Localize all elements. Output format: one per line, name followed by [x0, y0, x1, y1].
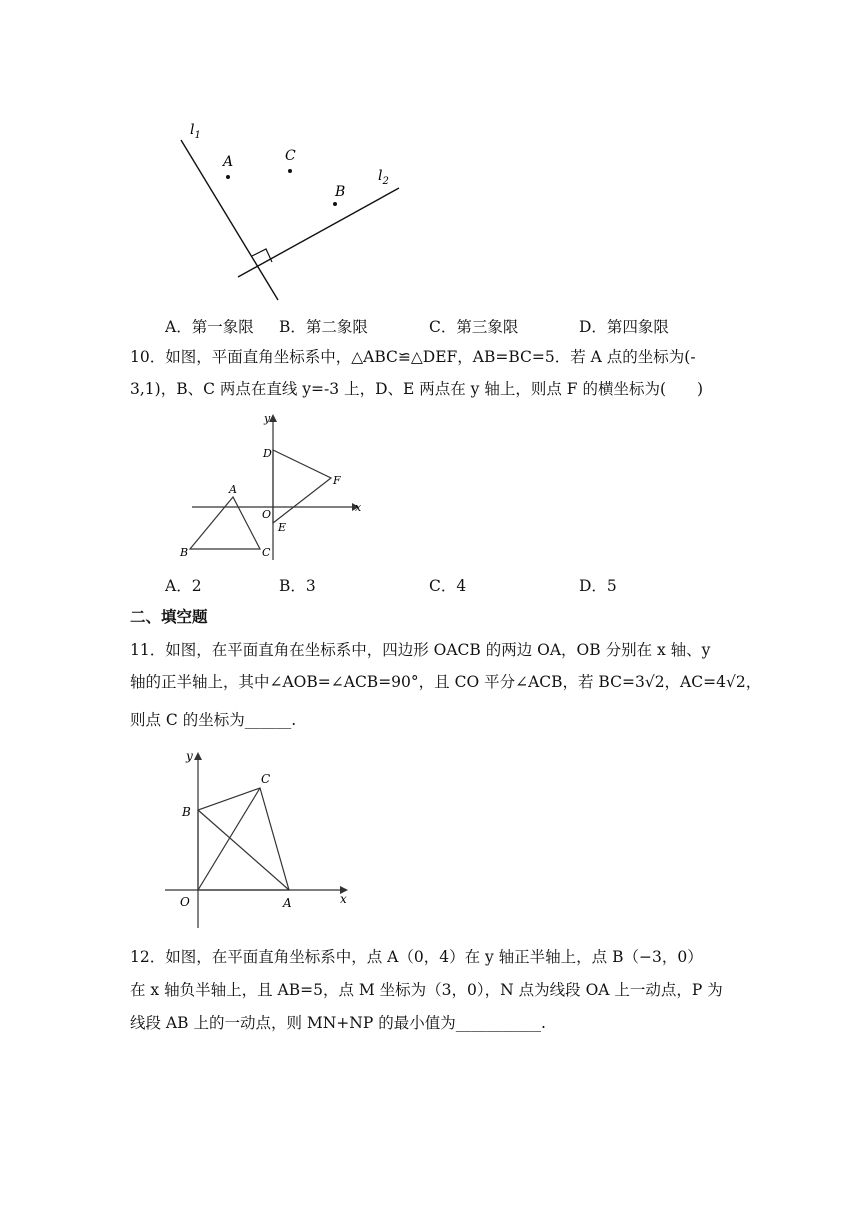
- label-e: E: [278, 521, 287, 534]
- label-o: O: [180, 895, 190, 909]
- label-a: A: [229, 483, 237, 496]
- q9-option-c[interactable]: C．第三象限: [429, 318, 519, 336]
- q10-option-b[interactable]: B．3: [279, 577, 316, 595]
- y-axis-arrow: [194, 752, 202, 760]
- label-l2: $l_2$: [378, 168, 389, 187]
- q12-line-3: 线段 AB 上的一动点，则 MN+NP 的最小值为___________.: [130, 1014, 546, 1032]
- label-c: C: [262, 546, 271, 559]
- label-l1: $l_1$: [190, 122, 201, 141]
- quadrilateral-oacb: [198, 788, 289, 890]
- point-a: [226, 175, 230, 179]
- segment-ab: [198, 810, 289, 890]
- label-c: C: [285, 148, 296, 164]
- point-b: [333, 202, 337, 206]
- q9-option-d[interactable]: D．第四象限: [579, 318, 669, 336]
- label-x: x: [340, 892, 347, 906]
- triangle-def: [273, 450, 331, 523]
- figure-q9: [0, 0, 860, 320]
- q12-line-1: 12．如图，在平面直角坐标系中，点 A（0，4）在 y 轴正半轴上，点 B（−3，0）: [130, 948, 703, 966]
- triangle-abc: [190, 497, 260, 549]
- q9-option-b[interactable]: B．第二象限: [279, 318, 368, 336]
- section-heading: 二、填空题: [130, 607, 208, 626]
- point-c: [288, 169, 292, 173]
- q10-option-a[interactable]: A．2: [165, 577, 202, 595]
- q10-option-d[interactable]: D．5: [579, 577, 617, 595]
- line-l2: [238, 188, 399, 277]
- label-a: A: [223, 154, 234, 170]
- label-b: B: [182, 805, 191, 819]
- figure-q10: [0, 400, 860, 600]
- label-a: A: [283, 896, 292, 910]
- figure-q11: [0, 740, 860, 940]
- label-b: B: [335, 184, 346, 200]
- label-o: O: [262, 508, 272, 521]
- label-x: x: [355, 501, 362, 514]
- q11-line-1: 11．如图，在平面直角在坐标系中，四边形 OACB 的两边 OA，OB 分别在 x 轴、y: [130, 641, 711, 659]
- q10-line-1: 10．如图，平面直角坐标系中，△ABC≌△DEF，AB=BC=5．若 A 点的坐标为(-: [130, 348, 696, 366]
- q11-line-2: 轴的正半轴上，其中∠AOB=∠ACB=90°，且 CO 平分∠ACB，若 BC=3√2，AC=4√2，: [130, 673, 762, 691]
- label-f: F: [333, 474, 341, 487]
- q9-option-a[interactable]: A．第一象限: [165, 318, 254, 336]
- q10-option-c[interactable]: C．4: [429, 577, 467, 595]
- label-y: y: [264, 412, 271, 425]
- label-d: D: [263, 447, 272, 460]
- label-b: B: [180, 546, 189, 559]
- q11-line-3: 则点 C 的坐标为______.: [130, 711, 297, 729]
- q12-line-2: 在 x 轴负半轴上，且 AB=5，点 M 坐标为（3，0），N 点为线段 OA 上一动点，P 为: [130, 981, 723, 999]
- label-y: y: [186, 749, 193, 763]
- segment-oc: [198, 788, 260, 890]
- label-c: C: [261, 772, 271, 786]
- q10-line-2: 3,1)，B、C 两点在直线 y=-3 上，D、E 两点在 y 轴上，则点 F 的横坐标为( ): [130, 380, 704, 398]
